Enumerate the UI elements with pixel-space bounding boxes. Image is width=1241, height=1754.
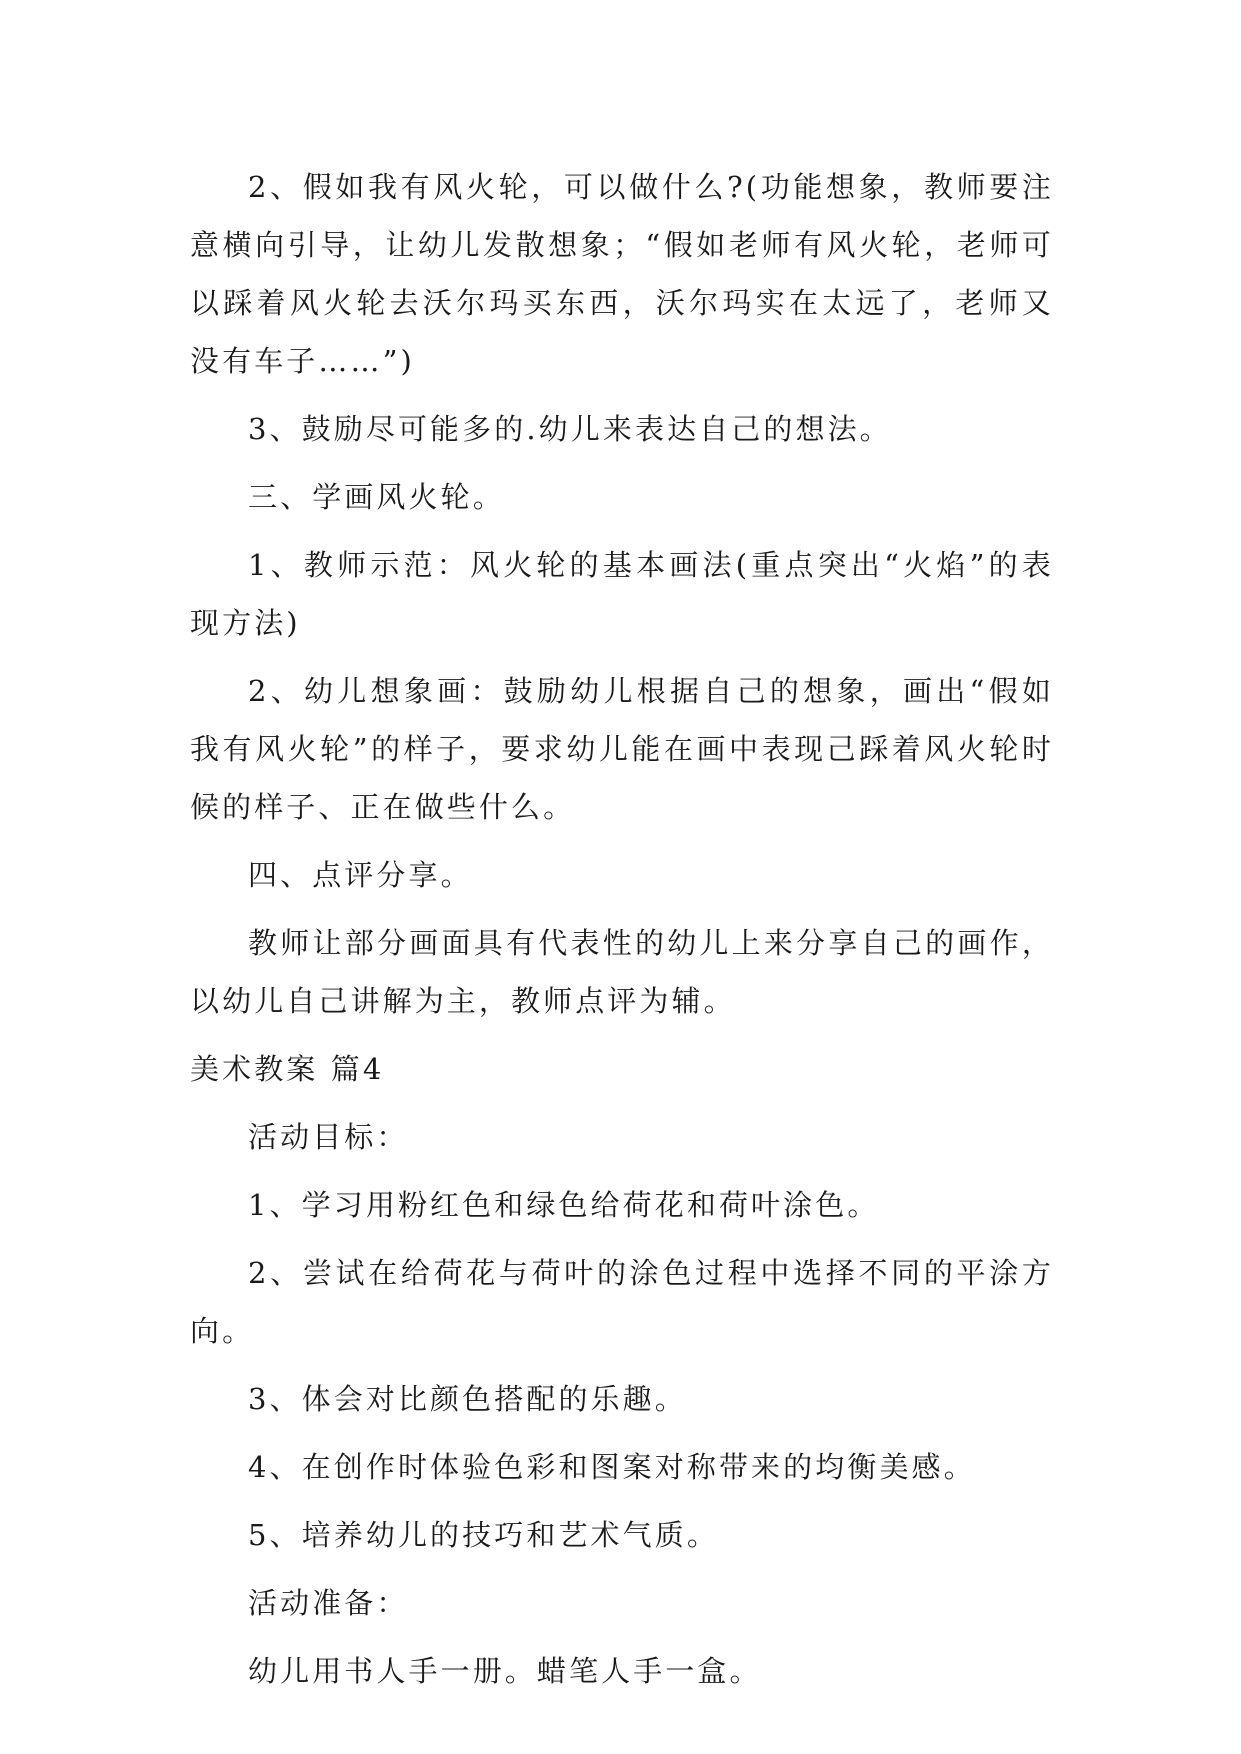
section-heading: 美术教案 篇4 [190,1052,385,1086]
paragraph: 活动目标： [248,1120,409,1154]
paragraph: 3、体会对比颜色搭配的乐趣。 [248,1382,687,1416]
paragraph: 2、幼儿想象画：鼓励幼儿根据自己的想象，画出“假如我有风火轮”的样子，要求幼儿能在画中表现己踩着风火轮时候的样子、正在做些什么。 [190,674,1054,824]
paragraph: 1、教师示范：风火轮的基本画法(重点突出“火焰”的表现方法) [190,548,1054,640]
paragraph: 1、学习用粉红色和绿色给荷花和荷叶涂色。 [248,1188,880,1222]
paragraph: 三、学画风火轮。 [248,480,505,514]
document-page [190,158,1054,1710]
paragraph: 4、在创作时体验色彩和图案对称带来的均衡美感。 [248,1450,976,1484]
paragraph: 2、尝试在给荷花与荷叶的涂色过程中选择不同的平涂方向。 [190,1256,1054,1348]
paragraph: 3、鼓励尽可能多的.幼儿来表达自己的想法。 [248,412,892,446]
paragraph: 四、点评分享。 [248,858,473,892]
paragraph: 2、假如我有风火轮，可以做什么?(功能想象，教师要注意横向引导，让幼儿发散想象；“假如老师有风火轮，老师可以踩着风火轮去沃尔玛买东西，沃尔玛实在太远了，老师又没有车子……”) [190,170,1054,378]
paragraph: 幼儿用书人手一册。蜡笔人手一盒。 [248,1654,762,1688]
paragraph: 活动准备： [248,1586,409,1620]
paragraph: 5、培养幼儿的技巧和艺术气质。 [248,1518,719,1552]
paragraph: 教师让部分画面具有代表性的幼儿上来分享自己的画作，以幼儿自己讲解为主，教师点评为辅。 [190,926,1054,1018]
